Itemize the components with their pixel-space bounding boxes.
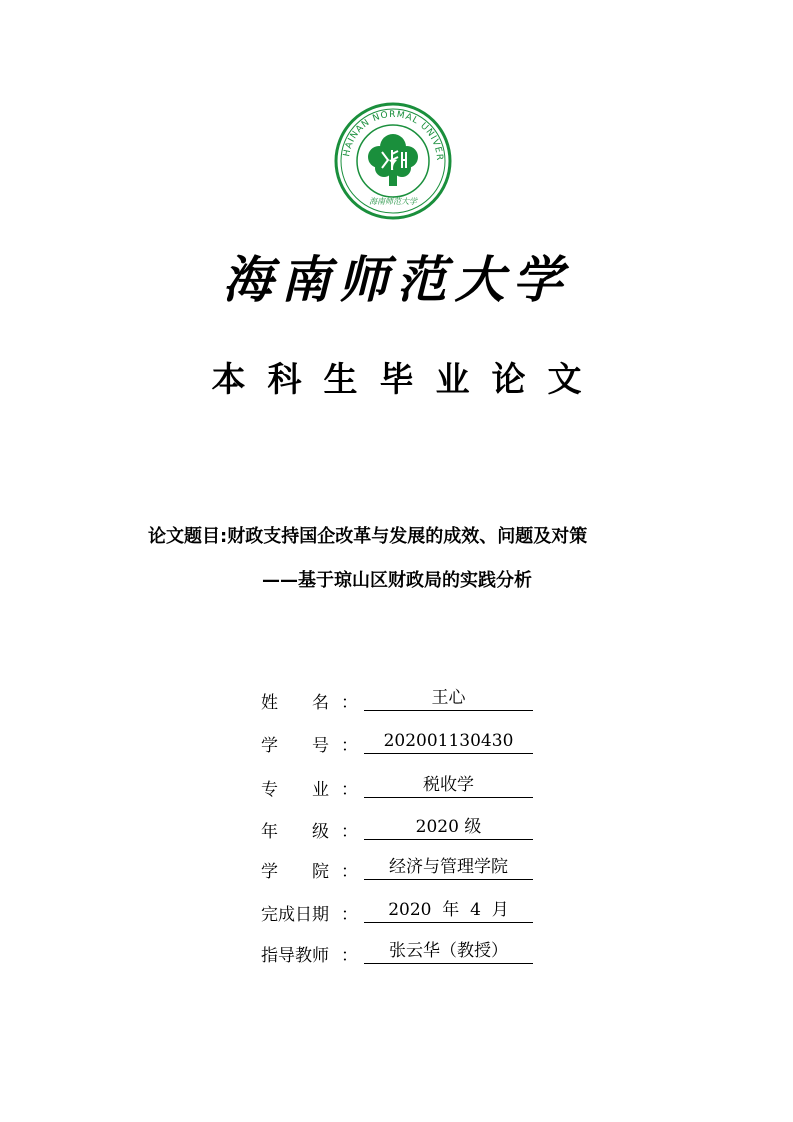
info-value: 经济与管理学院 [364, 857, 533, 880]
info-label: 学 号 ： [261, 736, 358, 756]
info-value: 202001130430 [364, 731, 533, 754]
info-value: 张云华（教授） [364, 941, 533, 964]
info-row-advisor [261, 941, 533, 967]
info-label: 专 业 ： [261, 780, 358, 800]
info-value: 2020 级 [364, 817, 533, 840]
info-row-student-id [261, 731, 533, 757]
info-row-name [261, 688, 533, 714]
seal-ring-text: HAINAN NORMAL UNIVER [342, 109, 445, 162]
info-label: 完成日期 ： [261, 905, 358, 925]
seal-bottom-text: 海南师范大学 [369, 197, 417, 206]
info-label: 学 院 ： [261, 862, 358, 882]
info-label: 姓 名 ： [261, 693, 358, 713]
document-type-heading: 本科生毕业论文 [211, 360, 604, 400]
thesis-title-line2: ——基于琼山区财政局的实践分析 [262, 570, 532, 591]
info-row-college [261, 857, 533, 883]
info-row-completion-date [261, 900, 533, 926]
info-value: 税收学 [364, 775, 533, 798]
info-row-grade [261, 817, 533, 843]
info-value: 2020 年 4 月 [364, 900, 533, 923]
info-row-major [261, 775, 533, 801]
university-seal-logo [334, 102, 452, 220]
info-value: 王心 [364, 688, 533, 711]
info-label: 年 级 ： [261, 822, 358, 842]
university-name: 海南师范大学 [222, 250, 571, 309]
info-label: 指导教师 ： [261, 946, 358, 966]
thesis-title-line1: 论文题目:财政支持国企改革与发展的成效、问题及对策 [148, 526, 588, 547]
